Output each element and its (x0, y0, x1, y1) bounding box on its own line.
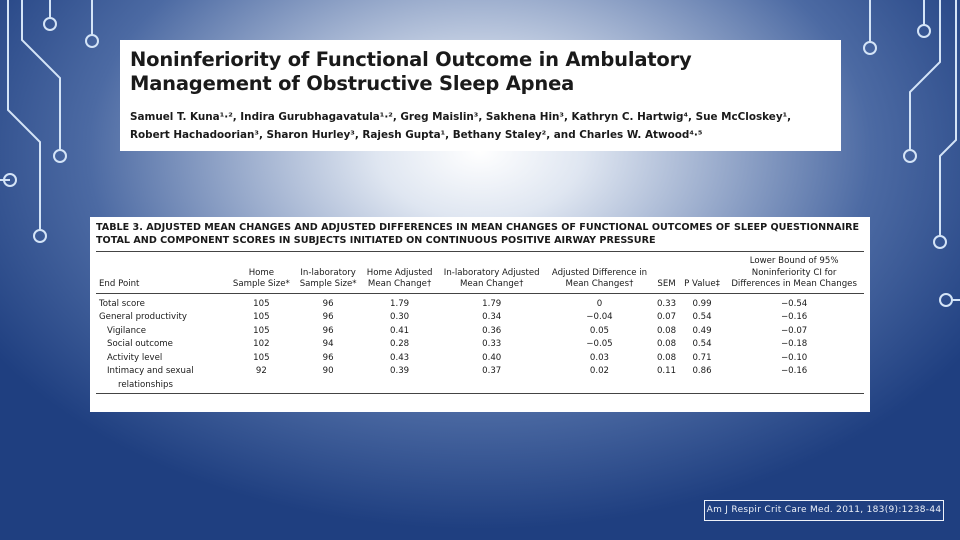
table-row (96, 293, 864, 311)
cell-diff: 0 (596, 298, 603, 309)
cell-lab-n: 94 (322, 339, 334, 350)
cell-home-adj: 0.43 (390, 352, 410, 363)
table-row (96, 338, 864, 352)
cell-lab-n: 96 (322, 325, 334, 336)
header-home-adjusted: Home Adjusted Mean Change† (362, 252, 438, 293)
cell-diff: −0.04 (586, 312, 613, 323)
cell-home-adj: 0.39 (362, 365, 438, 393)
table-header-row (96, 252, 864, 293)
cell-lower-bound: −0.10 (780, 352, 808, 363)
cell-diff: 0.05 (589, 325, 610, 336)
cell-home-n: 105 (253, 312, 270, 323)
cell-sem: 0.07 (656, 312, 677, 323)
cell-home-adj: 0.28 (390, 339, 410, 350)
cell-lower-bound: −0.54 (780, 298, 808, 309)
header-lab-adjusted: In-laboratory Adjusted Mean Change† (438, 252, 546, 293)
results-table-card (90, 217, 870, 412)
cell-p: 0.49 (692, 325, 712, 336)
cell-lower-bound: −0.16 (780, 312, 808, 323)
cell-lower-bound: −0.16 (724, 365, 864, 393)
cell-home-adj: 0.30 (390, 312, 410, 323)
cell-p: 0.86 (680, 365, 724, 393)
cell-lab-adj: 0.40 (482, 352, 502, 363)
cell-sem: 0.33 (656, 298, 677, 309)
cell-p: 0.54 (692, 312, 712, 323)
cell-sem: 0.08 (656, 339, 677, 350)
cell-lab-adj: 0.36 (482, 325, 502, 336)
cell-sem: 0.08 (656, 352, 677, 363)
cell-lab-adj: 0.37 (438, 365, 546, 393)
header-home-sample-size: Home Sample Size* (228, 252, 295, 293)
cell-home-n: 92 (228, 365, 295, 393)
cell-lab-n: 96 (322, 312, 334, 323)
cell-sem: 0.11 (653, 365, 680, 393)
table-row (96, 311, 864, 325)
header-p-value: P Value‡ (680, 252, 724, 293)
cell-end-point: Total score (99, 298, 145, 309)
cell-end-point: General productivity (99, 312, 187, 323)
cell-lab-n: 96 (322, 298, 334, 309)
author-list: Samuel T. Kuna¹·², Indira Gurubhagavatula¹·², Greg Maislin³, Sakhena Hin³, Kathryn C. Hartwig⁴, Sue McCloskey¹, Robert Hachadoorian³, Sharon Hurley³, Rajesh Gupta¹, Bethany Staley², and Charles W. Atwood⁴·⁵ (130, 111, 792, 141)
cell-home-adj: 1.79 (390, 298, 410, 309)
cell-p: 0.99 (692, 298, 712, 309)
header-lower-bound: Lower Bound of 95% Noninferiority CI for Differences in Mean Changes (724, 252, 864, 293)
cell-lab-adj: 0.34 (482, 312, 502, 323)
cell-p: 0.54 (692, 339, 712, 350)
cell-lower-bound: −0.18 (780, 339, 808, 350)
cell-home-n: 102 (253, 339, 270, 350)
cell-sem: 0.08 (656, 325, 677, 336)
cell-home-n: 105 (253, 325, 270, 336)
article-title: Noninferiority of Functional Outcome in Ambulatory Management of Obstructive Sleep Apnea (130, 48, 692, 95)
cell-lab-adj: 1.79 (482, 298, 502, 309)
cell-p: 0.71 (692, 352, 712, 363)
results-table (96, 252, 864, 394)
cell-diff: −0.05 (586, 339, 613, 350)
table-row (96, 365, 864, 393)
cell-home-n: 105 (253, 352, 270, 363)
header-lab-sample-size: In-laboratory Sample Size* (295, 252, 362, 293)
cell-lower-bound: −0.07 (780, 325, 808, 336)
cell-home-adj: 0.41 (390, 325, 410, 336)
cell-end-point: Intimacy and sexual relationships (96, 365, 228, 393)
header-end-point: End Point (96, 252, 228, 293)
cell-lab-adj: 0.33 (482, 339, 502, 350)
cell-end-point: Social outcome (107, 339, 173, 350)
header-adjusted-difference: Adjusted Difference in Mean Changes† (546, 252, 653, 293)
cell-diff: 0.03 (589, 352, 610, 363)
cell-home-n: 105 (253, 298, 270, 309)
cell-end-point: Activity level (107, 352, 163, 363)
table-caption: TABLE 3. ADJUSTED MEAN CHANGES AND ADJUSTED DIFFERENCES IN MEAN CHANGES OF FUNCTIONAL OUTCOMES OF SLEEP QUESTIONNAIRE TOTAL AND COMPONENT SCORES IN SUBJECTS INITIATED ON CONTINUOUS POSITIVE AIRWAY PRESSURE (96, 221, 864, 252)
cell-end-point: Vigilance (107, 325, 147, 336)
table-row (96, 352, 864, 366)
article-title-card (120, 40, 841, 151)
table-row (96, 325, 864, 339)
cell-lab-n: 96 (322, 352, 334, 363)
cell-diff: 0.02 (546, 365, 653, 393)
header-sem: SEM (653, 252, 680, 293)
citation-label: Am J Respir Crit Care Med. 2011, 183(9):1238-44 (704, 500, 944, 521)
cell-lab-n: 90 (295, 365, 362, 393)
